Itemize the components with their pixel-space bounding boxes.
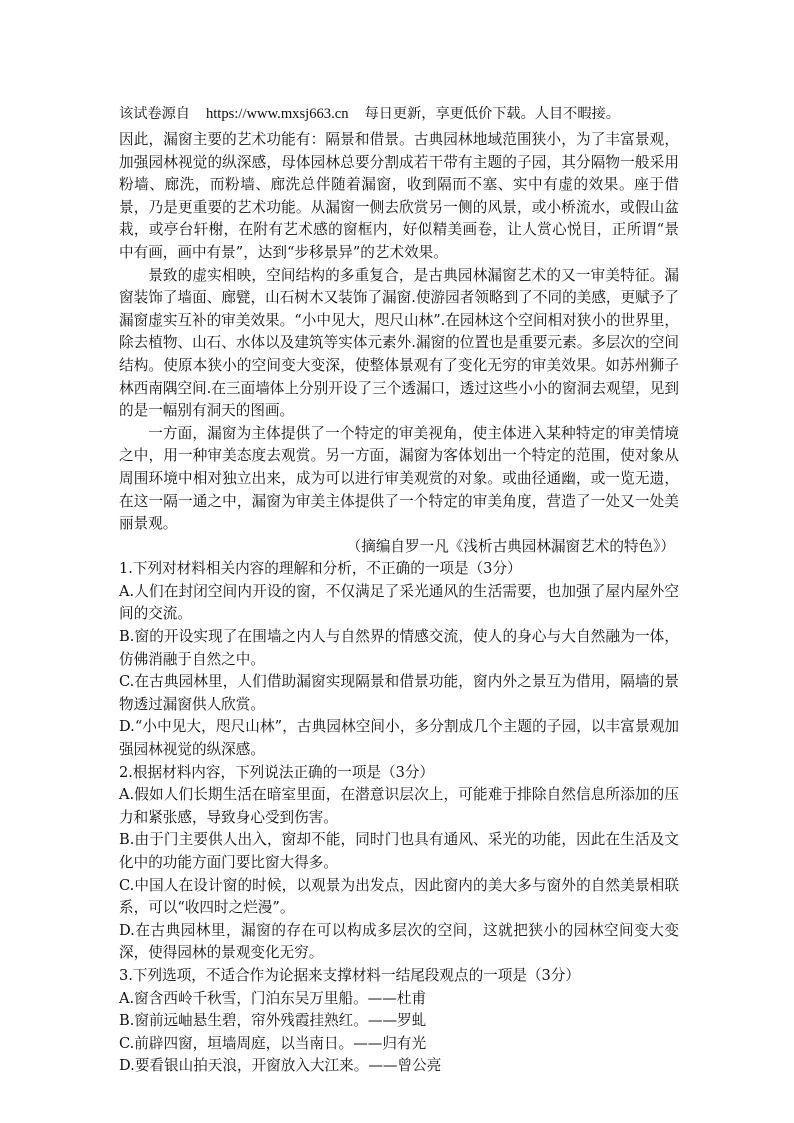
question-2 [119,762,679,965]
option-c: C.中国人在设计窗的时候，以观景为出发点，因此窗内的美大多与窗外的自然美景相联系，可以“收四时之烂漫”。 [119,876,679,917]
question-stem: 2.根据材料内容，下列说法正确的一项是（3分） [119,763,435,781]
article-paragraph-3: 一方面，漏窗为主体提供了一个特定的审美视角，使主体进入某种特定的审美情境之中，用一种审美态度去观赏。另一方面，漏窗为客体划出一个特定的范围，使对象从周围环境中相对独立出来，成为可以进行审美观赏的对象。或曲径通幽，或一览无遗，在这一隔一通之中，漏窗为审美主体提供了一个特定的审美角度，营造了一处又一处美丽景观。 [119,424,679,533]
article-source: （摘编自罗一凡《浅析古典园林漏窗艺术的特色》） [346,537,675,555]
page-header [119,103,679,129]
option-b: B.窗前远岫悬生碧，帘外残霞挂熟红。——罗虬 [119,1012,427,1030]
article-body [119,129,679,558]
question-1 [119,558,679,761]
article-paragraph-1: 因此，漏窗主要的艺术功能有：隔景和借景。古典园林地域范围狭小，为了丰富景观，加强园林视觉的纵深感，母体园林总要分割成若干带有主题的子园，其分隔物一般采用粉墙、廊洗，而粉墙、廊洗总伴随着漏窗，收到隔而不塞、实中有虚的效果。座于借景，乃是更重要的艺术功能。从漏窗一侧去欣赏另一侧的风景，或小桥流水，或假山盆栽，或亭台轩榭，在附有艺术感的窗框内，好似精美画卷，让人赏心悦目，正所谓“景中有画，画中有景”，达到“步移景异”的艺术效果。 [119,131,679,261]
article-paragraph-2: 景致的虚实相映，空间结构的多重复合，是古典园林漏窗艺术的又一审美特征。漏窗装饰了墙面、廊甓，山石树木又装饰了漏窗.使游园者领略到了不同的美感，更赋予了漏窗虚实互补的审美效果。“小中见大，咫尺山林”.在园林这个空间相对狭小的世界里，除去植物、山石、水体以及建筑等实体元素外.漏窗的位置也是重要元素。多层次的空间结构。使原本狭小的空间变大变深，使整体景观有了变化无穷的审美效果。如苏州狮子林西南隅空间.在三面墙体上分别开设了三个透漏口，透过这些小小的窗洞去观望，见到的是一幅别有洞天的图画。 [119,266,679,420]
option-a: A.窗含西岭千秋雪，门泊东吴万里船。——杜甫 [119,989,427,1007]
question-stem: 1.下列对材料相关内容的理解和分析，不正确的一项是（3分） [119,560,522,578]
option-a: A.人们在封闭空间内开设的窗，不仅满足了采光通风的生活需要，也加强了屋内屋外空间的交流。 [119,582,679,623]
header-prefix: 该试卷源自 [119,106,190,122]
document-page [119,103,679,1078]
option-a: A.假如人们长期生活在暗室里面，在潜意识层次上，可能难于排除自然信息所添加的压力和紧张感，导致身心受到伤害。 [119,786,679,826]
option-c: C.在古典园林里，人们借助漏窗实现隔景和借景功能，窗内外之景互为借用，隔墙的景物透过漏窗供人欣赏。 [119,673,679,713]
header-suffix: 每日更新，享更低价下载。人目不暇接。 [364,106,620,122]
option-d: D.在古典园林里，漏窗的存在可以构成多层次的空间，这就把狭小的园林空间变大变深，使得园林的景观变化无穷。 [119,921,679,962]
option-c: C.前辟四窗，垣墙周庭，以当南日。——归有光 [119,1034,427,1052]
option-b: B.由于门主要供人出入，窗却不能，同时门也具有通风、采光的功能，因此在生活及文化中的功能方面门要比窗大得多。 [119,831,679,871]
question-stem: 3.下列选项，不适合作为论据来支撑材料一结尾段观点的一项是（3分） [119,966,581,984]
question-list [119,558,679,1078]
option-d: D.要看银山拍天浪，开窗放入大江来。——曾公亮 [119,1057,442,1075]
header-url[interactable]: https://www.mxsj663.cn [205,106,349,122]
option-d: D.“小中见大，咫尺山林”，古典园林空间小，多分割成几个主题的子园，以丰富景观加强园林视觉的纵深感。 [119,718,679,759]
question-3 [119,965,679,1078]
option-b: B.窗的开设实现了在围墙之内人与自然界的情感交流，使人的身心与大自然融为一体，仿佛消融于自然之中。 [119,628,679,668]
